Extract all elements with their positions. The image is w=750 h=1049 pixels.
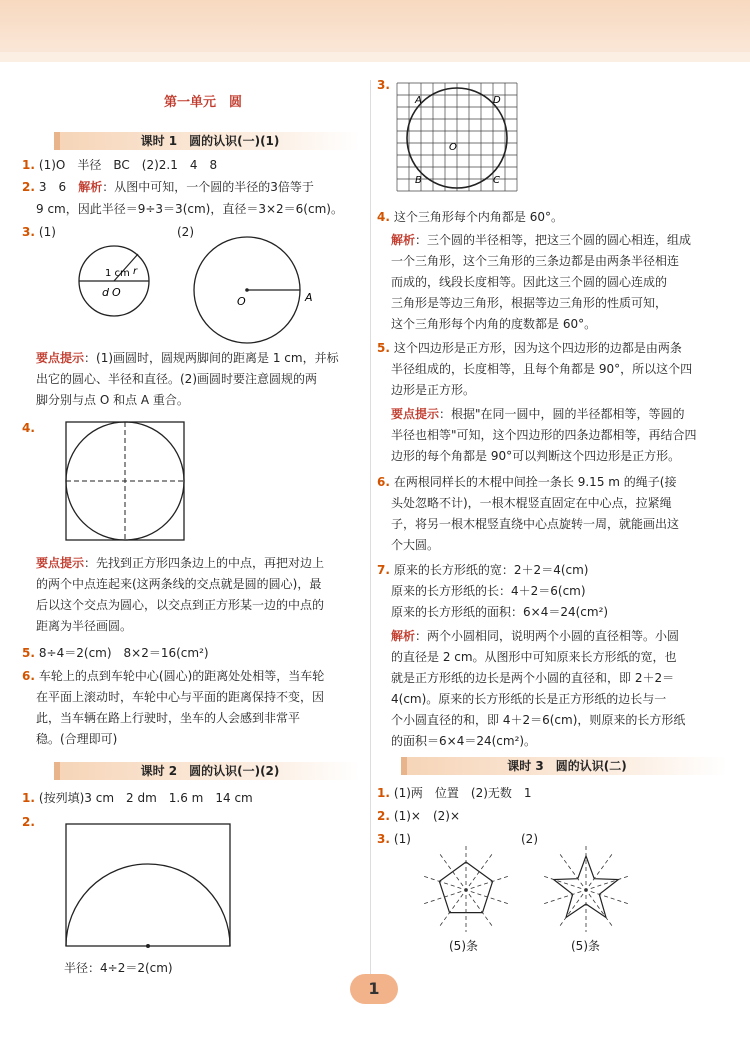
l2-q2: 2.	[22, 815, 35, 829]
r-q6: 6. 在两根同样长的木棍中间拴一条长 9.15 m 的绳子(接	[377, 475, 677, 489]
grid-label-a: A	[415, 95, 422, 106]
caption-2: (5)条	[571, 939, 600, 953]
header-band	[0, 0, 750, 62]
pentagon-figure	[411, 842, 521, 932]
r-a7-l5: 个小圆直径的和，即 4＋2＝6(cm)，则原来的长方形纸	[391, 713, 686, 727]
fig2-a-label: A	[305, 291, 313, 304]
semicircle	[66, 864, 230, 946]
left-column	[14, 62, 370, 982]
lesson1-header: 课时 1 圆的认识(一)(1)	[54, 132, 360, 150]
l3-q1: 1. (1)两 位置 (2)无数 1	[377, 786, 532, 800]
circle-figures	[69, 234, 369, 344]
l1-q6-l3: 此，当车辆在路上行驶时，坐车的人会感到非常平	[36, 711, 301, 725]
grid-label-o: O	[449, 142, 457, 153]
fig1-d-label: d	[102, 286, 109, 299]
r-a4-l1: 解析：三个圆的半径相等，把这三个圆的圆心相连，组成	[391, 233, 692, 247]
r-a4-l2: 一个三角形，这个三角形的三条边都是由两条半径相连	[391, 254, 680, 268]
grid-label-b: B	[415, 175, 422, 186]
grid-label-c: C	[493, 175, 500, 186]
page-number: 1	[350, 974, 398, 1004]
r-a4-l5: 这个三角形每个内角的度数都是 60°。	[391, 317, 597, 331]
r-a7-l2: 的直径是 2 cm。从图形中可知原来长方形纸的宽，也	[391, 650, 677, 664]
r-q3: 3.	[377, 78, 390, 92]
pentagon	[424, 846, 508, 932]
star-outline	[554, 856, 619, 918]
tip2-l2: 的两个中点连起来(这两条线的交点就是圆的圆心)，最	[36, 577, 322, 591]
grid-label-d: D	[493, 95, 501, 106]
semicircle-center	[146, 944, 150, 948]
rectangle-semicircle-figure	[64, 822, 234, 952]
l1-q2: 2. 3 6 解析：从图中可知，一个圆的半径的3倍等于	[22, 180, 314, 194]
star-axis	[544, 876, 628, 903]
l1-q6: 6. 车轮上的点到车轮中心(圆心)的距离处处相等，当车轮	[22, 669, 325, 683]
lesson2-header: 课时 2 圆的认识(一)(2)	[54, 762, 360, 780]
l1-q1: 1. (1)O 半径 BC (2)2.1 4 8	[22, 158, 218, 172]
tip2-l1: 要点提示：先找到正方形四条边上的中点，再把对边上	[36, 556, 325, 570]
l1-q4: 4.	[22, 421, 35, 435]
r-q6-l3: 子，将另一根木棍竖直绕中心点旋转一周，就能画出这	[391, 517, 680, 531]
l1-q3: 3. (1)	[22, 225, 56, 239]
pentagon-axis	[424, 876, 508, 903]
tip2-l3: 后以这个交点为圆心，以交点到正方形某一边的中点的	[36, 598, 325, 612]
lesson3-header: 课时 3 圆的认识(二)	[401, 757, 727, 775]
grid-figure	[391, 77, 523, 199]
l1-q6-l2: 在平面上滚动时，车轮中心与平面的距离保持不变，因	[36, 690, 325, 704]
r-tip-l1: 要点提示：根据"在同一圆中，圆的半径都相等，等圆的	[391, 407, 685, 421]
fig1-cm-label: 1 cm	[105, 268, 130, 279]
fig2-o-label: O	[237, 295, 246, 308]
r-q7-l2: 原来的长方形纸的长：4＋2＝6(cm)	[391, 584, 586, 598]
fig1-r-label: r	[133, 266, 138, 277]
right-column	[371, 62, 737, 982]
r-a7-l1: 解析：两个小圆相同，说明两个小圆的直径相等。小圆	[391, 629, 680, 643]
r-q7: 7. 原来的长方形纸的宽：2＋2＝4(cm)	[377, 563, 589, 577]
tip1-l1: 要点提示：(1)画圆时，圆规两脚间的距离是 1 cm，并标	[36, 351, 339, 365]
r-q5-l3: 边形是正方形。	[391, 383, 476, 397]
l1-q2-line2: 9 cm，因此半径＝9÷3＝3(cm)，直径＝3×2＝6(cm)。	[36, 202, 343, 216]
tip2-l4: 距离为半径画圆。	[36, 619, 133, 633]
r-a4-l4: 三角形是等边三角形，根据等边三角形的性质可知，	[391, 296, 668, 310]
r-a7-l4: 4(cm)。原来的长方形纸的长是正方形纸的边长与一	[391, 692, 667, 706]
fig1-o-label: O	[112, 286, 121, 299]
r-q5-l2: 半径组成的，长度相等，且每个角都是 90°，所以这个四	[391, 362, 693, 376]
star-figure	[531, 842, 641, 932]
r-q7-l3: 原来的长方形纸的面积：6×4＝24(cm²)	[391, 605, 609, 619]
l2-radius: 半径：4÷2＝2(cm)	[64, 961, 173, 975]
l1-q6-l4: 稳。(合理即可)	[36, 732, 118, 746]
r-tip-l3: 边形的每个角都是 90°可以判断这个四边形是正方形。	[391, 449, 681, 463]
l3-q2: 2. (1)× (2)×	[377, 809, 461, 823]
r-a7-l3: 就是正方形纸的边长是两个小圆的直径和，即 2＋2＝	[391, 671, 675, 685]
tip1-l2: 出它的圆心、半径和直径。(2)画圆时要注意圆规的两	[36, 372, 318, 386]
star	[544, 846, 628, 932]
large-center	[245, 288, 249, 292]
r-q4: 4. 这个三角形每个内角都是 60°。	[377, 210, 564, 224]
l3-q3: 3. (1)	[377, 832, 411, 846]
l1-q5: 5. 8÷4＝2(cm) 8×2＝16(cm²)	[22, 646, 209, 660]
r-q6-l4: 个大圆。	[391, 538, 440, 552]
l1-q3-part2: (2)	[177, 225, 194, 239]
square-circle-figure	[64, 420, 189, 545]
rectangle	[66, 824, 230, 946]
tip1-l3: 脚分别与点 O 和点 A 重合。	[36, 393, 189, 407]
unit-title: 第一单元 圆	[164, 95, 243, 110]
r-q5: 5. 这个四边形是正方形，因为这个四边形的边都是由两条	[377, 341, 682, 355]
caption-1: (5)条	[449, 939, 478, 953]
r-tip-l2: 半径也相等"可知，这个四边形的四条边都相等，再结合四	[391, 428, 697, 442]
r-a7-l6: 的面积＝6×4＝24(cm²)。	[391, 734, 537, 748]
l2-q1: 1. (按列填)3 cm 2 dm 1.6 m 14 cm	[22, 791, 253, 805]
r-q6-l2: 头处忽略不计)，一根木棍竖直固定在中心点，拉紧绳	[391, 496, 672, 510]
r-a4-l3: 而成的，线段长度相等。因此这三个圆的圆心连成的	[391, 275, 668, 289]
l3-q3-part2: (2)	[521, 832, 538, 846]
